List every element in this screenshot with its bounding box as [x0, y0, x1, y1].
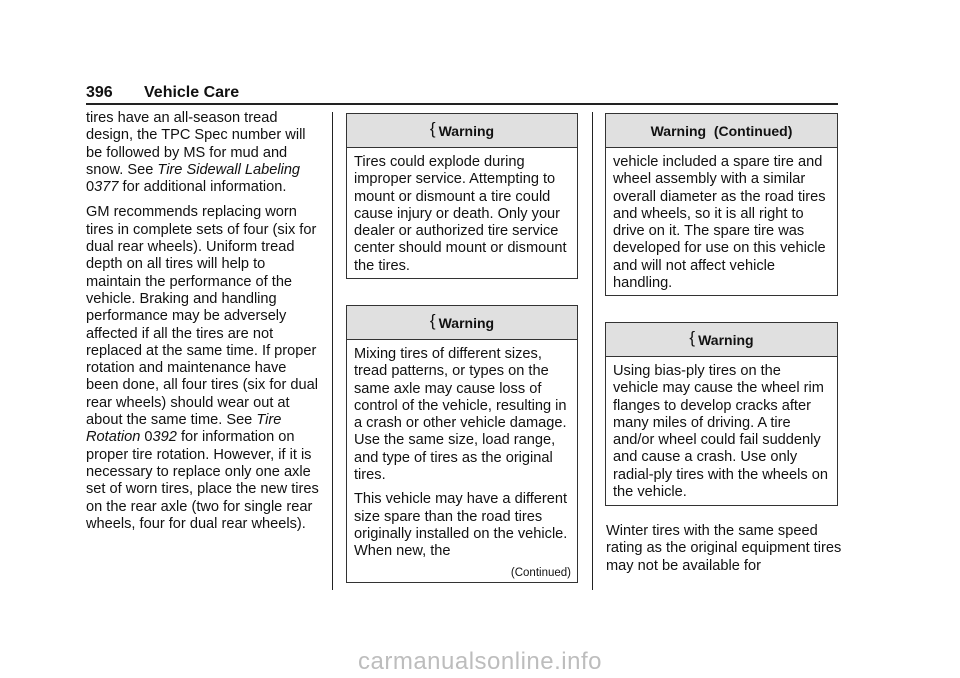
- warning-body: vehicle included a spare tire and wheel assembly with a similar overall diameter as the road tires and wheels, so it is all right to drive on it. The spare tire was developed for use on this vehicle and will not affect vehicle handling.: [613, 154, 826, 292]
- warning-body: Tires could explode during improper service. Attempting to mount or dismount a tire could cause injury or death. Only your dealer or authorized tire service center should mount or dismount the tires.: [354, 154, 567, 274]
- warning-icon: {: [429, 118, 436, 138]
- warning-header: { Warning: [347, 114, 577, 148]
- paragraph-winter-tires: Winter tires with the same speed rating as the original equipment tires may not be available for: [606, 523, 842, 574]
- page-header: [86, 84, 239, 102]
- header-rule: [86, 103, 838, 105]
- warning-body: Mixing tires of different sizes, tread patterns, or types on the same axle may cause loss of control of the vehicle, resulting in a crash or other vehicle damage. Use the same size, load range, and type of tires as the original tires. This vehicle may have a different size spare than the road tires originally installed on the vehicle. When new, the: [354, 346, 568, 560]
- warning-box-bias-ply: [605, 322, 838, 506]
- column-divider: [332, 112, 333, 590]
- section-title: Vehicle Care: [144, 84, 240, 101]
- warning-body: Using bias-ply tires on the vehicle may cause the wheel rim flanges to develop cracks after many miles of driving. A tire and/or wheel could fail suddenly and cause a crash. Use only radial-ply tires with the wheels on the vehicle.: [613, 363, 828, 501]
- warning-header: { Warning: [606, 323, 837, 357]
- warning-icon: {: [689, 327, 696, 347]
- watermark: carmanualsonline.info: [358, 648, 602, 675]
- page-ref-arrow-icon: 0: [86, 179, 95, 196]
- page-number: 396: [86, 84, 113, 101]
- warning-icon: {: [429, 310, 436, 330]
- page-ref-377[interactable]: 377: [94, 179, 119, 196]
- link-tire-sidewall-labeling[interactable]: Tire Sidewall Labeling: [157, 161, 301, 178]
- warning-box-explode: [346, 113, 578, 279]
- warning-header: { Warning: [347, 306, 577, 340]
- link-tire-rotation[interactable]: Tire Rotation: [86, 412, 282, 446]
- warning-header: Warning (Continued): [606, 114, 837, 148]
- paragraph-tpc: tires have an all-season tread design, the TPC Spec number will be followed by MS for mud and snow. See Tire Sidewall Labeling 0377 for additional information.: [86, 110, 306, 196]
- column-3-text: [606, 523, 842, 583]
- paragraph-replacing: GM recommends replacing worn tires in complete sets of four (six for dual rear wheels). Uniform tread depth on all tires will help to maintain the performance of the vehicle. Braking and handling performance may be adversely affected if all the tires are not replaced at the same time. If proper rotation and maintenance have been done, all four tires (six for dual rear wheels) should wear out at about the same time. See Tire Rotation 0392 for information on proper tire rotation. However, if it is necessary to replace only one axle set of worn tires, place the new tires on the rear axle (two for single rear wheels, four for dual rear wheels).: [86, 204, 319, 532]
- page-ref-392[interactable]: 392: [152, 429, 177, 446]
- page-ref-arrow-icon: 0: [144, 429, 153, 446]
- column-divider: [592, 112, 593, 590]
- warning-box-continued: [605, 113, 838, 296]
- column-1: [86, 110, 322, 541]
- continued-label: (Continued): [510, 567, 571, 579]
- warning-box-mixing: [346, 305, 578, 583]
